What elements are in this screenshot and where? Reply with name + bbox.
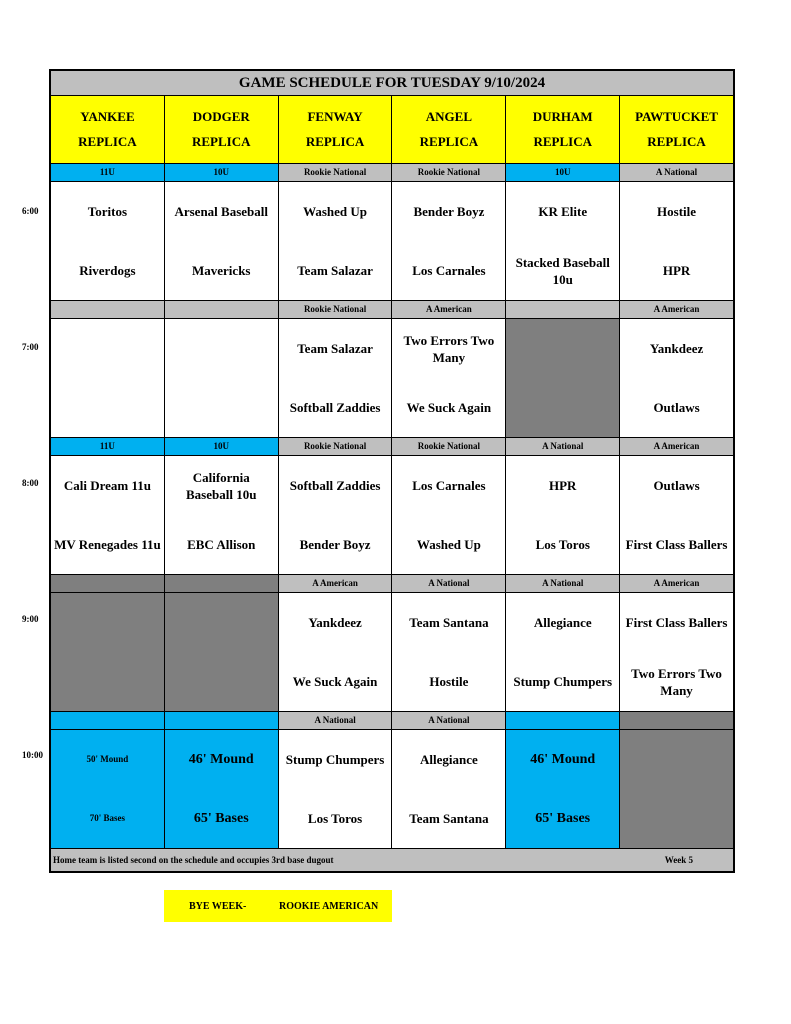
field-header-dodger: DODGER REPLICA	[165, 96, 279, 163]
division-label: Rookie National	[279, 438, 393, 455]
away-team: Bender Boyz	[413, 204, 485, 219]
field-header-fenway: FENWAY REPLICA	[279, 96, 393, 163]
time-label-6: 6:00	[22, 206, 39, 216]
away-team: Yankdeez	[308, 615, 362, 630]
home-team: First Class Ballers	[625, 537, 728, 552]
home-team-note: Home team is listed second on the schedule and occupies 3rd base dugout	[53, 855, 334, 865]
away-team: HPR	[549, 478, 577, 493]
game-row	[51, 593, 733, 712]
empty-game-cell	[165, 319, 279, 437]
field-spec-cell	[51, 730, 165, 848]
away-team: First Class Ballers	[625, 615, 728, 630]
away-team: Washed Up	[303, 204, 368, 219]
game-cell	[620, 319, 733, 437]
field-header-durham: DURHAM REPLICA	[506, 96, 620, 163]
game-cell	[392, 319, 506, 437]
game-row	[51, 730, 733, 849]
base-distance: 70' Bases	[89, 813, 126, 823]
unavailable-cell	[620, 730, 733, 848]
division-label	[620, 712, 733, 729]
game-row	[51, 182, 733, 301]
home-team: HPR	[662, 263, 691, 278]
away-team: Team Santana	[409, 615, 489, 630]
schedule-title: GAME SCHEDULE FOR TUESDAY 9/10/2024	[51, 71, 733, 96]
field-spec-cell	[165, 730, 279, 848]
division-label: Rookie National	[392, 164, 506, 181]
away-team: Stump Chumpers	[285, 752, 385, 767]
home-team: EBC Allison	[187, 537, 256, 552]
field-header-angel: ANGEL REPLICA	[392, 96, 506, 163]
home-team: Bender Boyz	[299, 537, 371, 552]
away-team: Yankdeez	[649, 341, 704, 356]
game-cell	[506, 593, 620, 711]
game-cell	[279, 593, 393, 711]
division-label	[51, 712, 165, 729]
away-team: Two Errors Two Many	[403, 332, 495, 365]
home-team: Riverdogs	[79, 263, 136, 278]
home-team: Team Salazar	[297, 263, 373, 278]
field-header-yankee: YANKEE REPLICA	[51, 96, 165, 163]
home-team: Stacked Baseball 10u	[515, 254, 610, 287]
division-label: A National	[506, 438, 620, 455]
time-label-7: 7:00	[22, 342, 39, 352]
time-label-8: 8:00	[22, 478, 39, 488]
game-cell	[279, 182, 393, 300]
division-label	[51, 575, 165, 592]
away-team: Softball Zaddies	[289, 478, 381, 493]
division-label: Rookie National	[392, 438, 506, 455]
game-cell	[165, 182, 279, 300]
bye-week-division: ROOKIE AMERICAN	[279, 900, 379, 912]
division-label	[165, 575, 279, 592]
away-team: Arsenal Baseball	[174, 204, 269, 219]
division-label: A American	[392, 301, 506, 318]
away-team: Team Salazar	[297, 341, 373, 356]
game-cell	[620, 456, 733, 574]
home-team: Two Errors Two Many	[631, 665, 722, 698]
division-label: A American	[279, 575, 393, 592]
week-label: Week 5	[664, 855, 693, 865]
time-label-10: 10:00	[22, 750, 43, 760]
home-team: We Suck Again	[292, 674, 378, 689]
away-team: Outlaws	[653, 478, 700, 493]
division-label: Rookie National	[279, 164, 393, 181]
division-row	[51, 575, 733, 593]
base-distance: 65' Bases	[535, 811, 591, 826]
division-row	[51, 438, 733, 456]
away-team: Cali Dream 11u	[63, 478, 151, 493]
game-cell	[51, 182, 165, 300]
division-row	[51, 164, 733, 182]
bye-week-box	[164, 890, 392, 922]
game-row	[51, 456, 733, 575]
division-label: A National	[506, 575, 620, 592]
game-cell	[506, 182, 620, 300]
bye-week-label: BYE WEEK-	[189, 900, 247, 912]
game-cell	[279, 730, 393, 848]
division-label: A American	[620, 301, 733, 318]
division-label: 10U	[165, 164, 279, 181]
away-team: Allegiance	[420, 752, 478, 767]
game-cell	[165, 456, 279, 574]
game-row	[51, 319, 733, 438]
division-row	[51, 301, 733, 319]
field-header-pawtucket: PAWTUCKET REPLICA	[620, 96, 733, 163]
division-label: A National	[279, 712, 393, 729]
division-label	[506, 712, 620, 729]
mound-distance: 50' Mound	[86, 754, 129, 764]
schedule-footer	[51, 849, 733, 871]
home-team: Washed Up	[416, 537, 481, 552]
unavailable-cell	[165, 593, 279, 711]
division-label: A National	[392, 712, 506, 729]
division-label: A American	[620, 438, 733, 455]
home-team: Los Toros	[535, 537, 590, 552]
home-team: Outlaws	[653, 400, 700, 415]
game-cell	[392, 593, 506, 711]
home-team: Softball Zaddies	[289, 400, 381, 415]
division-label: 10U	[506, 164, 620, 181]
division-row	[51, 712, 733, 730]
unavailable-cell	[51, 593, 165, 711]
schedule-table	[49, 69, 735, 873]
time-label-9: 9:00	[22, 614, 39, 624]
division-label	[165, 712, 279, 729]
field-spec-cell	[506, 730, 620, 848]
division-label: Rookie National	[279, 301, 393, 318]
away-team: Hostile	[657, 204, 697, 219]
division-label	[51, 301, 165, 318]
home-team: Team Santana	[409, 811, 489, 826]
division-label: 10U	[165, 438, 279, 455]
game-cell	[279, 319, 393, 437]
home-team: We Suck Again	[406, 400, 492, 415]
game-cell	[392, 182, 506, 300]
game-cell	[392, 456, 506, 574]
empty-game-cell	[51, 319, 165, 437]
mound-distance: 46' Mound	[530, 752, 596, 767]
division-label: A American	[620, 575, 733, 592]
game-cell	[506, 456, 620, 574]
game-cell	[392, 730, 506, 848]
division-label: 11U	[51, 164, 165, 181]
home-team: Hostile	[429, 674, 469, 689]
division-label	[165, 301, 279, 318]
home-team: Stump Chumpers	[513, 674, 613, 689]
home-team: MV Renegades 11u	[54, 537, 161, 552]
away-team: California Baseball 10u	[186, 469, 257, 502]
away-team: KR Elite	[538, 204, 588, 219]
division-label: A National	[620, 164, 733, 181]
away-team: Allegiance	[533, 615, 592, 630]
game-cell	[620, 593, 733, 711]
base-distance: 65' Bases	[193, 811, 249, 826]
unavailable-cell	[506, 319, 620, 437]
mound-distance: 46' Mound	[188, 752, 254, 767]
home-team: Los Carnales	[412, 263, 486, 278]
game-cell	[279, 456, 393, 574]
field-header-row	[51, 96, 733, 164]
home-team: Mavericks	[192, 263, 251, 278]
away-team: Toritos	[87, 204, 128, 219]
game-cell	[620, 182, 733, 300]
division-label: 11U	[51, 438, 165, 455]
game-cell	[51, 456, 165, 574]
away-team: Los Carnales	[412, 478, 486, 493]
division-label: A National	[392, 575, 506, 592]
division-label	[506, 301, 620, 318]
home-team: Los Toros	[307, 811, 363, 826]
